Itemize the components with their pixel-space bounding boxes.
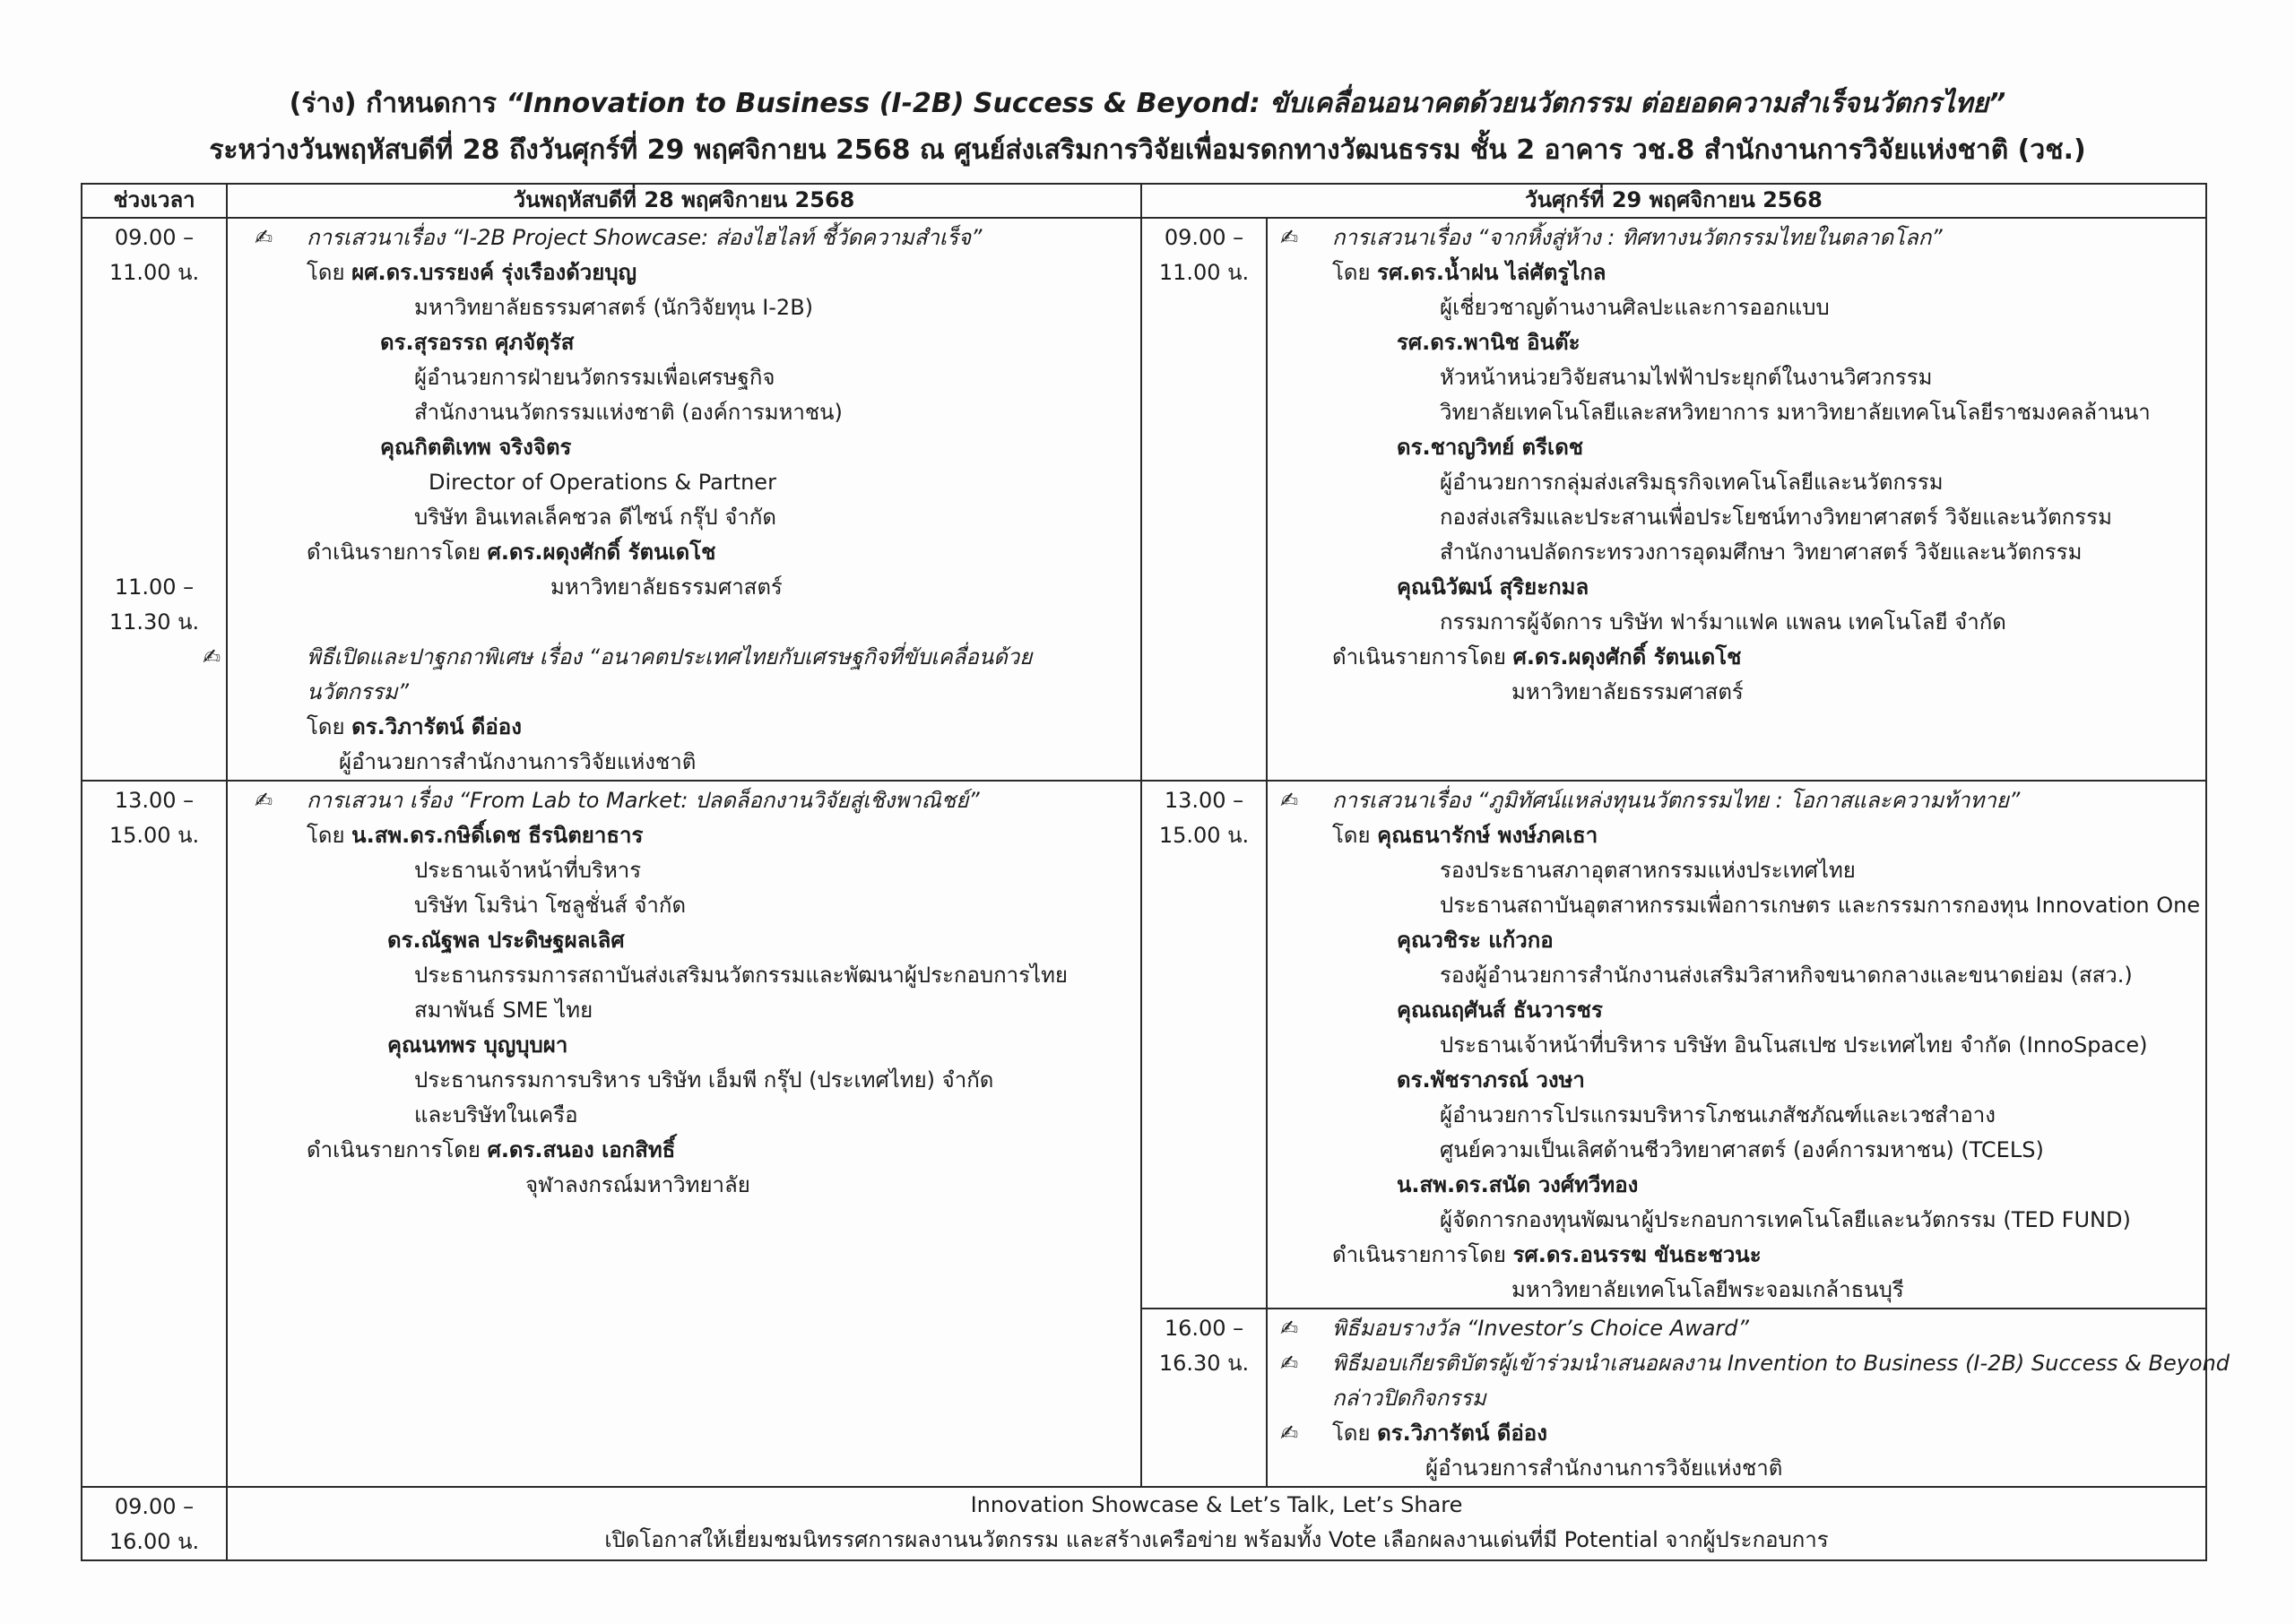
showcase-row — [82, 1487, 2206, 1560]
speaker-position: ผู้อำนวยการสำนักงานการวิจัยแห่งชาติ — [1425, 1456, 1783, 1481]
morning-row — [82, 218, 2206, 781]
closing-cell — [1267, 1309, 2230, 1487]
day2-afternoon-time-cell — [1141, 781, 1267, 1309]
day2-afternoon-cell — [1267, 781, 2206, 1309]
ceremony-item: กล่าวปิดกิจกรรม — [1332, 1386, 1486, 1411]
morning-time-cell — [82, 218, 227, 781]
moderator-affiliation: มหาวิทยาลัยเทคโนโลยีพระจอมเกล้าธนบุรี — [1511, 1277, 1904, 1302]
speaker-line: โดย คุณธนารักษ์ พงษ์ภคเธา — [1332, 823, 1598, 848]
day2-morning-cell — [1267, 218, 2206, 781]
speaker-position: ผู้จัดการกองทุนพัฒนาผู้ประกอบการเทคโนโลยีและนวัตกรรม (TED FUND) — [1440, 1207, 2131, 1232]
speaker-affiliation: มหาวิทยาลัยธรรมศาสตร์ (นักวิจัยทุน I-2B) — [414, 295, 814, 320]
speaker-position: ผู้อำนวยการฝ่ายนวัตกรรมเพื่อเศรษฐกิจ — [414, 365, 775, 390]
pen-icon: ✍ — [203, 644, 221, 669]
speaker-position: หัวหน้าหน่วยวิจัยสนามไฟฟ้าประยุกต์ในงานวิศวกรรม — [1440, 365, 1933, 390]
pen-icon: ✍ — [1280, 788, 1299, 813]
session-topic: ✍ การเสวนาเรื่อง “จากหิ้งสู่ห้าง : ทิศทางนวัตกรรมไทยในตลาดโลก” — [1280, 220, 2198, 255]
session-topic: ✍ พิธีเปิดและปาฐกถาพิเศษ เรื่อง “อนาคตประเทศไทยกับเศรษฐกิจที่ขับเคลื่อนด้วยนวัตกรรม” — [255, 640, 1133, 710]
speaker-position: ประธานเจ้าหน้าที่บริหาร บริษัท อินโนสเปซ ประเทศไทย จำกัด (InnoSpace) — [1440, 1032, 2148, 1058]
moderator-line: ดำเนินรายการโดย ศ.ดร.สนอง เอกสิทธิ์ — [307, 1137, 676, 1162]
time-label: 16.00 – — [1164, 1316, 1244, 1341]
speaker-name: ดร.ณัฐพล ประดิษฐผลเลิศ — [387, 928, 625, 953]
speaker-affiliation: สำนักงานปลัดกระทรวงการอุดมศึกษา วิทยาศาสตร์ วิจัยและนวัตกรรม — [1440, 540, 2083, 565]
speaker-name: รศ.ดร.พานิช อินต๊ะ — [1397, 330, 1581, 355]
speaker-line: ✍ โดย ดร.วิภารัตน์ ดีอ่อง — [1280, 1416, 2198, 1451]
speaker-affiliation: บริษัท โมริน่า โซลูชั่นส์ จำกัด — [414, 893, 687, 918]
speaker-affiliation: บริษัท อินเทลเล็คชวล ดีไซน์ กรุ๊ป จำกัด — [414, 505, 776, 530]
speaker-name: คุณนทพร บุญบุบผา — [387, 1032, 568, 1058]
day1-header: วันพฤหัสบดีที่ 28 พฤศจิกายน 2568 — [227, 184, 1141, 218]
speaker-position: รองประธานสภาอุตสาหกรรมแห่งประเทศไทย — [1440, 858, 1856, 883]
time-column-header: ช่วงเวลา — [82, 184, 227, 218]
speaker-affiliation: และบริษัทในเครือ — [414, 1102, 578, 1127]
time-label: 11.30 น. — [108, 609, 200, 635]
time-label: 13.00 – — [1164, 788, 1244, 813]
day1-morning-cell — [203, 218, 1141, 781]
title-prefix: (ร่าง) กำหนดการ — [289, 88, 507, 119]
speaker-affiliation: ศูนย์ความเป็นเลิศด้านชีววิทยาศาสตร์ (องค์การมหาชน) (TCELS) — [1440, 1137, 2044, 1162]
speaker-position: ประธานกรรมการบริหาร บริษัท เอ็มพี กรุ๊ป (ประเทศไทย) จำกัด — [414, 1067, 994, 1093]
speaker-name: ดร.พัชราภรณ์ วงษา — [1397, 1067, 1585, 1093]
showcase-description: เปิดโอกาสให้เยี่ยมชมนิทรรศการผลงานนวัตกรรม และสร้างเครือข่าย พร้อมทั้ง Vote เลือกผลงานเด่นที่มี Potential จากผู้ประกอบการ — [604, 1527, 1829, 1552]
session-topic: ✍ การเสวนา เรื่อง “From Lab to Market: ปลดล็อกงานวิจัยสู่เชิงพาณิชย์” — [255, 783, 1133, 818]
time-label: 16.00 น. — [108, 1529, 200, 1554]
moderator-line: ดำเนินรายการโดย รศ.ดร.อนรรฆ ขันธะชวนะ — [1332, 1242, 1762, 1267]
speaker-position: ผู้อำนวยการสำนักงานการวิจัยแห่งชาติ — [339, 749, 697, 774]
time-label: 11.00 น. — [1158, 260, 1250, 285]
moderator-affiliation: มหาวิทยาลัยธรรมศาสตร์ — [1511, 679, 1744, 704]
speaker-position: ผู้อำนวยการกลุ่มส่งเสริมธุรกิจเทคโนโลยีและนวัตกรรม — [1440, 470, 1944, 495]
speaker-position: รองผู้อำนวยการสำนักงานส่งเสริมวิสาหกิจขนาดกลางและขนาดย่อม (สสว.) — [1440, 963, 2133, 988]
speaker-name: ดร.ชาญวิทย์ ตรีเดช — [1397, 435, 1584, 460]
session-topic: ✍ การเสวนาเรื่อง “I-2B Project Showcase: ส่องไฮไลท์ ชี้วัดความสำเร็จ” — [255, 220, 1133, 255]
time-label: 15.00 น. — [108, 823, 200, 848]
afternoon-row — [82, 781, 2206, 1309]
pen-icon: ✍ — [1280, 1351, 1299, 1376]
speaker-name: คุณกิตติเทพ จริงจิตร — [380, 435, 572, 460]
speaker-line: โดย ดร.วิภารัตน์ ดีอ่อง — [307, 714, 522, 739]
speaker-position: ผู้อำนวยการโปรแกรมบริหารโภชนเภสัชภัณฑ์และเวชสำอาง — [1440, 1102, 1996, 1127]
event-name: “Innovation to Business (I-2B) Success & Beyond: ขับเคลื่อนอนาคตด้วยนวัตกรรม ต่อยอดความสำเร็จนวัตกรไทย” — [506, 88, 2006, 119]
speaker-affiliation: กองส่งเสริมและประสานเพื่อประโยชน์ทางวิทยาศาสตร์ วิจัยและนวัตกรรม — [1440, 505, 2112, 530]
speaker-position: ประธานกรรมการสถาบันส่งเสริมนวัตกรรมและพัฒนาผู้ประกอบการไทย — [414, 963, 1068, 988]
time-label: 11.00 – — [114, 574, 195, 600]
pen-icon: ✍ — [1280, 225, 1299, 250]
document-title — [0, 84, 2295, 124]
time-label: 16.30 น. — [1158, 1351, 1250, 1376]
afternoon-time-cell — [82, 781, 227, 1487]
speaker-name: คุณณฤศันส์ ธันวารชร — [1397, 998, 1603, 1023]
speaker-line: โดย รศ.ดร.น้ำฝน ไล่ศัตรูไกล — [1332, 260, 1606, 285]
session-topic: ✍ การเสวนาเรื่อง “ภูมิทัศน์แหล่งทุนนวัตกรรมไทย : โอกาสและความท้าทาย” — [1280, 783, 2198, 818]
time-label: 15.00 น. — [1158, 823, 1250, 848]
speaker-position: Director of Operations & Partner — [429, 470, 776, 495]
speaker-line: โดย น.สพ.ดร.กษิดิ์เดช ธีรนิตยาธาร — [307, 823, 644, 848]
pen-icon: ✍ — [255, 225, 273, 250]
time-label: 09.00 – — [114, 1494, 195, 1519]
speaker-position: กรรมการผู้จัดการ บริษัท ฟาร์มาแฟค แพลน เทคโนโลยี จำกัด — [1440, 609, 2006, 635]
speaker-name: ดร.สุรอรรถ ศุภจัตุรัส — [380, 330, 575, 355]
ceremony-item: ✍ พิธีมอบรางวัล “Investor’s Choice Award” — [1280, 1311, 2198, 1346]
speaker-line: โดย ผศ.ดร.บรรยงค์ รุ่งเรืองด้วยบุญ — [307, 260, 637, 285]
moderator-affiliation: จุฬาลงกรณ์มหาวิทยาลัย — [525, 1172, 750, 1197]
time-label: 13.00 – — [114, 788, 195, 813]
showcase-cell — [227, 1487, 2206, 1560]
speaker-position: ประธานสถาบันอุตสาหกรรมเพื่อการเกษตร และกรรมการกองทุน Innovation One — [1440, 893, 2201, 918]
pen-icon: ✍ — [1280, 1316, 1299, 1341]
closing-time-cell — [1141, 1309, 1267, 1487]
moderator-line: ดำเนินรายการโดย ศ.ดร.ผดุงศักดิ์ รัตนเดโช — [307, 540, 716, 565]
day2-morning-time-cell — [1141, 218, 1267, 781]
time-label: 11.00 น. — [108, 260, 200, 285]
document-subtitle: ระหว่างวันพฤหัสบดีที่ 28 ถึงวันศุกร์ที่ 29 พฤศจิกายน 2568 ณ ศูนย์ส่งเสริมการวิจัยเพื่อมรดกทางวัฒนธรรม ชั้น 2 อาคาร วช.8 สำนักงานการวิจัยแห่งชาติ (วช.) — [209, 134, 2086, 166]
moderator-affiliation: มหาวิทยาลัยธรรมศาสตร์ — [550, 574, 783, 600]
speaker-position: ประธานเจ้าหน้าที่บริหาร — [414, 858, 642, 883]
pen-icon: ✍ — [255, 788, 273, 813]
speaker-affiliation: สำนักงานนวัตกรรมแห่งชาติ (องค์การมหาชน) — [414, 400, 843, 425]
speaker-position: ผู้เชี่ยวชาญด้านงานศิลปะและการออกแบบ — [1440, 295, 1830, 320]
showcase-title: Innovation Showcase & Let’s Talk, Let’s Share — [970, 1492, 1463, 1517]
header-row — [82, 184, 2206, 218]
time-label: 09.00 – — [114, 225, 195, 250]
moderator-line: ดำเนินรายการโดย ศ.ดร.ผดุงศักดิ์ รัตนเดโช — [1332, 644, 1742, 669]
speaker-affiliation: สมาพันธ์ SME ไทย — [414, 998, 593, 1023]
day2-header: วันศุกร์ที่ 29 พฤศจิกายน 2568 — [1141, 184, 2206, 218]
day1-afternoon-cell — [227, 781, 1141, 1487]
speaker-name: คุณนิวัฒน์ สุริยะกมล — [1397, 574, 1589, 600]
schedule-table — [81, 183, 2230, 1561]
time-label: 09.00 – — [1164, 225, 1244, 250]
speaker-affiliation: วิทยาลัยเทคโนโลยีและสหวิทยาการ มหาวิทยาลัยเทคโนโลยีราชมงคลล้านนา — [1440, 400, 2151, 425]
ceremony-item: ✍ พิธีมอบเกียรติบัตรผู้เข้าร่วมนำเสนอผลงาน Invention to Business (I-2B) Success & Beyond — [1280, 1346, 2198, 1381]
pen-icon: ✍ — [1280, 1421, 1299, 1446]
showcase-time-cell — [82, 1487, 227, 1560]
speaker-name: คุณวชิระ แก้วกอ — [1397, 928, 1554, 953]
speaker-name: น.สพ.ดร.สนัด วงศ์ทวีทอง — [1397, 1172, 1639, 1197]
